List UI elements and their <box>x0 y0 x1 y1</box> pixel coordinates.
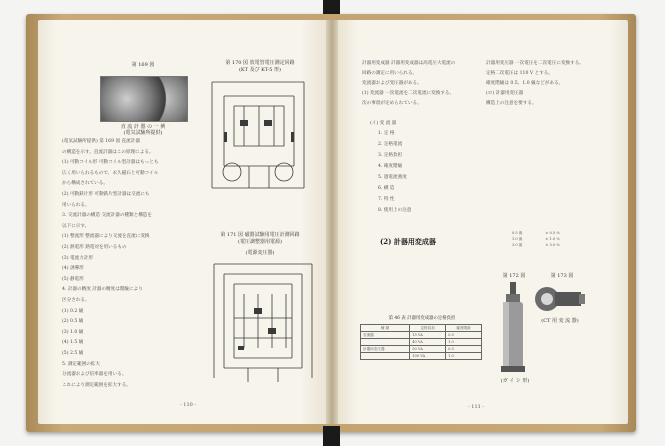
text-line: の構造を示す。直流計器はこの原理による。 <box>62 149 154 155</box>
text-line: 7. 特 性 <box>378 197 395 202</box>
text-line: (1) 変流器 一次電流を二次電流に変換する。 <box>362 91 455 96</box>
text-line: 次の事項が定められている。 <box>362 101 422 106</box>
text-line: (電気試験所提供) 第 169 図 直流計器 <box>62 139 140 144</box>
rated-burden-table <box>360 324 482 360</box>
fig170-circuit-diagram <box>204 76 314 196</box>
fig171-subtitle: (電圧調整器用電源) <box>238 239 282 245</box>
text-line: 計器用変成器 計器用変成器は高電圧大電流の <box>362 61 456 66</box>
fig172-caption: (ガ イ シ 形) <box>500 378 530 384</box>
fig169-photo <box>100 76 188 122</box>
table46-title: 第 46 表 計器用変成器の定格負担 <box>388 316 456 321</box>
text-line: 定格二次電圧は 110 V とする。 <box>486 71 553 76</box>
text-line: (5) 2.5 級 <box>62 351 84 356</box>
fig171-title: 第 171 図 磁器試験用電圧計測回路 <box>220 232 300 238</box>
book-gutter <box>326 20 338 424</box>
table-header-cell: 種 類 <box>361 325 410 332</box>
text-line: 計器用変圧器 一次電圧を二次電圧に変換する。 <box>486 61 584 66</box>
fig169-caption: 直 流 計 器 の 一 例 <box>120 124 166 130</box>
text-line: 4. 確度階級 <box>378 164 403 169</box>
table-cell: ± 1.0 % <box>545 237 560 241</box>
table-cell: 1.0 <box>446 353 482 360</box>
left-page-number: - 110 - <box>180 402 197 408</box>
table-header-row <box>361 325 482 332</box>
table-cell: 15 VA <box>410 332 446 339</box>
text-line: (ロ) 計器用変圧器 <box>486 91 524 96</box>
text-line: 用いられる。 <box>62 202 90 208</box>
table-row <box>510 242 586 248</box>
right-page-number: - 111 - <box>468 404 485 410</box>
text-line: (1) 可動コイル形 可動コイル型計器はもっとも <box>62 160 159 166</box>
text-line: これにより測定範囲を拡大する。 <box>62 382 131 388</box>
table-cell <box>361 339 410 346</box>
text-line: 3. 定格負担 <box>378 153 403 158</box>
table-header-cell: 定格負担 <box>410 325 446 332</box>
right-sub-heading: (イ) 変 流 器 <box>370 121 397 126</box>
text-line: 5. 過電流強度 <box>378 175 407 180</box>
text-line: から構成されている。 <box>62 181 108 187</box>
fig169-title: 第 169 図 <box>131 62 155 68</box>
fig170-title: 第 170 図 放電管電圧測定回路 <box>225 60 295 66</box>
fig172-insulator-photo <box>500 282 526 374</box>
text-line: (3) 1.0 級 <box>62 329 84 335</box>
fig171-circuit-diagram <box>208 258 318 388</box>
table-cell: 計器用変圧器 <box>361 346 410 353</box>
text-line: 広く用いられるもので、永久磁石と可動コイル <box>62 170 159 176</box>
table-cell: 1.0 <box>446 339 482 346</box>
text-line: 以下に示す。 <box>62 223 90 229</box>
fig171-label: (電源変圧器) <box>245 250 275 256</box>
table-cell: ± 0.5 % <box>545 231 560 235</box>
text-line: (5) 静電形 <box>62 276 84 282</box>
section-title: (2) 計器用変成器 <box>380 237 436 246</box>
table-cell: 1.0 級 <box>512 236 523 241</box>
table-cell: 0.5 級 <box>512 230 523 235</box>
text-line: 分流器および倍率器を用いる。 <box>62 372 127 378</box>
table-cell: 50 VA <box>410 346 446 353</box>
table-row <box>361 339 482 346</box>
table-cell: ± 3.0 % <box>545 243 560 247</box>
table-cell: 3.0 級 <box>512 242 523 247</box>
fig173-caption: (CT 用 変 流 器) <box>541 318 579 324</box>
text-line: 5. 測定範囲の拡大 <box>62 361 101 367</box>
text-line: (2) 可動鉄片形 可動鉄片型計器は交流にも <box>62 192 150 197</box>
fig170-subtitle: (KT 及び KT-5 形) <box>238 67 282 73</box>
text-line: 8. 使用上の注意 <box>378 208 412 213</box>
text-line: 1. 定 格 <box>378 131 395 136</box>
text-line: 回路の測定に用いられる。 <box>362 71 418 76</box>
text-line: 構造上の注意を要する。 <box>486 101 537 106</box>
table-cell: 0.5 <box>446 346 482 353</box>
text-line: 2. 定格電流 <box>378 142 403 147</box>
text-line: (1) 0.2 級 <box>62 308 84 314</box>
table-row <box>361 332 482 339</box>
text-line: (2) 0.5 級 <box>62 319 84 325</box>
table-cell: 変流器 <box>361 332 410 339</box>
table-row <box>361 346 482 353</box>
fig173-current-transformer-photo <box>533 284 587 314</box>
table-cell: 0.5 <box>446 332 482 339</box>
text-line: (2) 熱電形 熱電対を用いるもの <box>62 245 127 250</box>
table-cell: 40 VA <box>410 339 446 346</box>
fig172-title: 第 172 図 <box>502 273 526 279</box>
text-line: (1) 整流形 整流器により交流を直流に変換 <box>62 234 150 240</box>
table-header-cell: 確度階級 <box>446 325 482 332</box>
table-cell <box>361 353 410 360</box>
text-line: (4) 1.5 級 <box>62 340 84 346</box>
table-row <box>361 353 482 360</box>
table-cell: 100 VA <box>410 353 446 360</box>
fig169-note: (電気試験所提供) <box>123 130 163 136</box>
text-line: 確度階級は 0.5、1.0 級などがある。 <box>486 81 564 86</box>
text-line: 6. 構 造 <box>378 186 395 191</box>
accuracy-class-table <box>510 230 586 248</box>
text-line: (3) 電流力計形 <box>62 255 93 261</box>
text-line: 4. 計器の精度 計器の精度は階級により <box>62 287 143 293</box>
text-line: 3. 交流計器の構造 交流計器の種類と構造を <box>62 213 152 219</box>
text-line: 区分される。 <box>62 298 90 303</box>
fig173-title: 第 173 図 <box>550 273 574 279</box>
bookmark-ribbon-bottom <box>323 426 340 446</box>
text-line: 変流器および変圧器がある。 <box>362 81 422 86</box>
text-line: (4) 誘導形 <box>62 266 84 272</box>
